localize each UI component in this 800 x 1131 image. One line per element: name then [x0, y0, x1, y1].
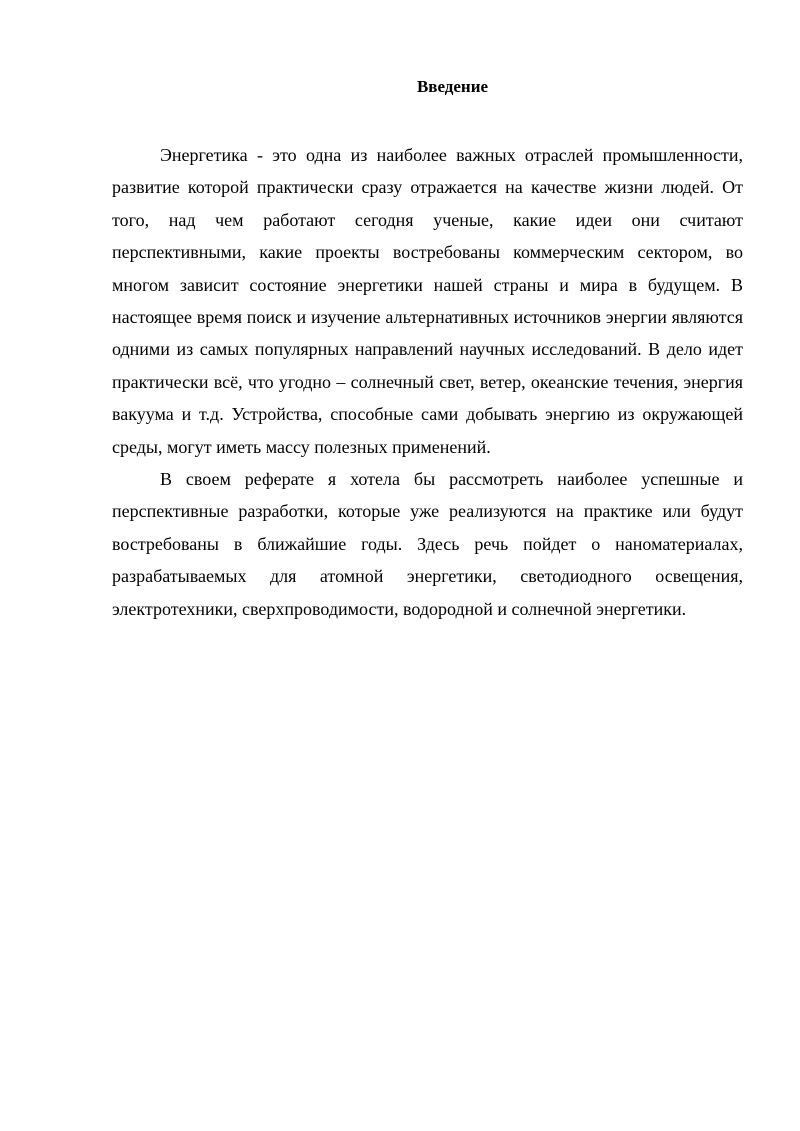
body-text	[112, 139, 743, 625]
paragraph-purpose: В своем реферате я хотела бы рассмотреть наиболее успешные и перспективные разработки, которые уже реализуются на практике или будут востребованы в ближайшие годы. Здесь речь пойдет о наноматериалах, разрабатываемых для атомной энергетики, светодиодного освещения, электротехники, сверхпроводимости, водородной и солнечной энергетики.	[112, 469, 743, 619]
paragraph-intro: Энергетика - это одна из наиболее важных отраслей промышленности, развитие которой практически сразу отражается на качестве жизни людей. От того, над чем работают сегодня ученые, какие идеи они считают перспективными, какие проекты востребованы коммерческим сектором, во многом зависит состояние энергетики нашей страны и мира в будущем. В настоящее время поиск и изучение альтернативных источников энергии являются одними из самых популярных направлений научных исследований. В дело идет практически всё, что угодно – солнечный свет, ветер, океанские течения, энергия вакуума и т.д. Устройства, способные сами добывать энергию из окружающей среды, могут иметь массу полезных применений.	[112, 145, 743, 457]
section-heading: Введение	[416, 77, 489, 96]
